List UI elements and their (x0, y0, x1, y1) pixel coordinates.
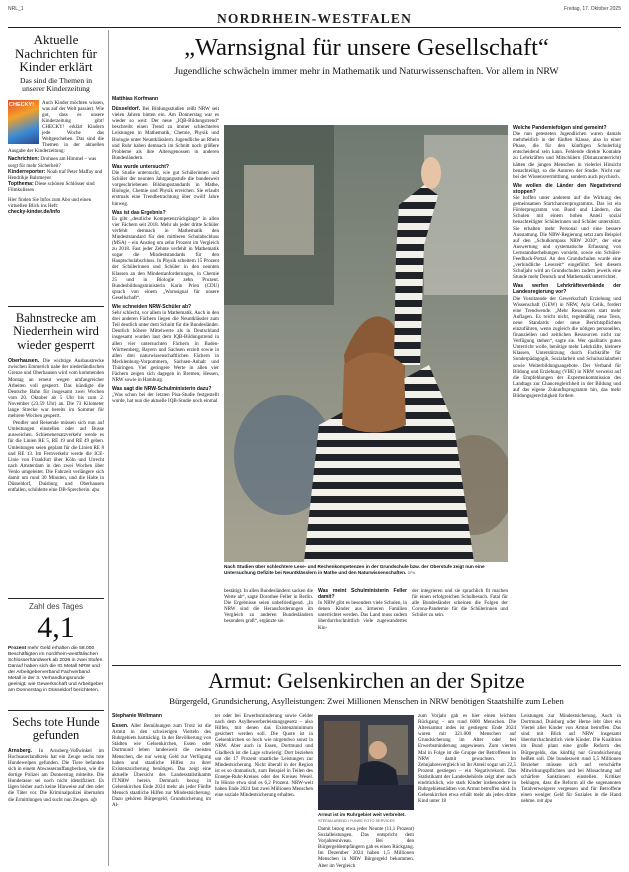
zahl-label: Zahl des Tages (28, 602, 84, 611)
kids-intro: Auch Kinder möchten wissen, was auf der Welt passiert. Wie gut, dass es unsere Kinderzeitung gibt! CHECKY! erklärt Kindern jede Woche das Weltgeschehen. Das sind die Themen in der aktuellen Ausgabe der Kinderzeitung: (8, 99, 104, 155)
poverty-caption: Armut ist im Ruhrgebiet weit verbreitet. STEFAN AREND / FUNKE FOTO SERVICES (318, 812, 406, 823)
kids-subtitle: Das sind die Themen in unserer Kinderzeitung (20, 75, 92, 94)
rail-title: Bahnstrecke am Niederrhein wird wieder gesperrt (13, 311, 99, 352)
classroom-photo (224, 125, 508, 562)
zahl-text: Prozent mehr Geld erhalten die 58.000 Beschäftigten im nordrhein-westfälischen Schlosserhandwerk ab 2026 in zwei Stufen. Darauf haben sich die IG Metall NRW und der Arbeitgeberverband Fachverband Metall in der 3. Verhandlungsrunde geeinigt, wie Gewerkschaft und Arbeitgeber am Donnerstag in Düsseldorf berichteten. (8, 646, 104, 693)
sidebar-divider (108, 30, 109, 866)
rail-body: Oberhausen. Die wichtige Ausbaustrecke zwischen Emmerich nahe der niederländischen Grenze und Oberhausen wird vom kommenden Montag an erneut wegen umfangreicher Arbeiten voll gesperrt. Das kündigte die Deutsche Bahn für insgesamt zwei Wochen vom 20. Oktober ab 5 Uhr bis zum 2. November (23.59 Uhr) an. Die 73 Kilometer lange Strecke war bereits im Sommer für mehrere Wochen gesperrt. Pendler und Reisende müssen sich nun auf Umleitungen einstellen oder auf Busse ausweichen. Schienenersatzverkehr werde es für die Linien RE 5, RE 19 und RE 49 geben. Umleitungen seien geplant für die Linien RE 8 und RE 13. Im Fernverkehr werde die ICE-Linie von Frankfurt über Köln und Utrecht nach Amsterdam in den zwei Wochen über Venlo umgeleitet. Die Fahrzeit verlängere sich damit um rund 30 Minuten, und die Halte in Düsseldorf, Duisburg und Oberhausen entfallen, schilderte eine DB-Sprecherin. dpa (8, 358, 104, 494)
checky-logo: CHECKY! (9, 101, 35, 108)
kids-items (8, 156, 104, 215)
header-rule (8, 27, 621, 28)
main-headline: „Warnsignal für unsere Gesellschaft“ (184, 34, 549, 61)
second-col-1: Stephanie Weltmann Essen. Aller Bemühungen zum Trotz ist die Armut in den schwierigen Vierteln des Ruhrgebiets hartnäckig. In der Bevölkerung von Städten wie Gelsenkirchen, Essen oder Dortmund leben landesweit die meisten Menschen, die nur wenig Geld zur Verfügung haben und staatliche Hilfen zu ihrer Existenzsicherung benötigen. Das zeigt eine aktuelle Übersicht des Landesstatistikamts IT.NRW herein. Demnach bezog in Gelsenkirchen Ende 2024 mehr als jeder Fünfte Mensch staatliche Hilfen zur Mindestsicherung. Dazu gehören Bürgergeld, Grundsicherung im Al- (112, 713, 211, 809)
main-subhead: Jugendliche schwächeln immer mehr in Mathematik und Naturwissenschaften. Vor allem in NRW (174, 66, 559, 77)
page-date: Freitag, 17. Oktober 2025 (564, 6, 621, 12)
poverty-illustration (318, 715, 414, 810)
kids-item: Topthema: Diese schönen Schlösser sind Filmkulissen (8, 180, 95, 193)
sidebar-rule (8, 306, 104, 307)
classroom-illustration (224, 125, 508, 562)
main-col-3: bestätigt. In allen Bundesländern sacken die Werte ab“, sagte Dorothee Feller in Berlin. Die Ergebnisse seien unbefriedigend. „In NRW sind die Herausforderungen im Vergleich zu anderen Bundesländern besonders groß“, ergänzte sie. (224, 588, 313, 625)
second-subhead: Bürgergeld, Grundsicherung, Asylleistungen: Zwei Millionen Menschen in NRW benötigen Staatshilfe zum Leben (169, 696, 564, 706)
kids-item: Kinderreporter: Noah traf Peter Maffay und Hendrikje Balsmeyer (8, 168, 103, 181)
main-col-1: Matthias Korfmann Düsseldorf. Bei Bildungsstudien reißt NRW seit vielen Jahren hinten ein. Am Donnerstag war es wieder so weit: Der neue „IQB-Bildungstrend“ beschreibt einen Trend zu immer schlechteren Leistungen in Mathematik, Chemie, Physik und Biologie unter Neuntklässlern. Jugendliche an Rhein und Ruhr haben demnach im Schnitt noch größere Probleme als ihre Altersgenossen in anderen Bundesländern. Was wurde untersucht? Die Studie untersucht, wie gut Schülerinnen und Schüler der neunten Jahrgangsstufe die bundesweit vorgeschriebenen Bildungsstandards in Mathe, Biologie, Chemie und Physik erreichen. Sie erlaubt erstmals eine Trendbetrachtung über zwölf Jahre hinweg. Was ist das Ergebnis? Es gibt „deutliche Kompetenzrückgänge“ in allen vier Fächern seit 2018. Mehr als jeder dritte Schüler verfehlt demnach in Mathematik den Mindeststandard für den mittleren Schulabschluss (MSA) – ein Anstieg um zehn Prozent im Vergleich zu 2018. Fast jeder Zehnte verfehlt in Mathematik sogar die Mindeststandards für den Hauptschulabschluss. In Physik scheitern 15 Prozent der Schülerinnen und Schüler in den neunten Klassen an den Mindestanforderungen, in Chemie 25 und in Biologie zehn Prozent. Bundesbildungsministerin Karin Prien (CDU) sprach von einem „Warnsignal für unsere Gesellschaft“. Wie schneiden NRW-Schüler ab? Sehr schlecht, vor allem in Mathematik. Auch in den drei anderen Fächern liegen die Neuntklässler zum Teil deutlich unter dem Schnitt für die Bundesländer. Deutlich höhere Mittelwerte als in Deutschland insgesamt wurden laut dem IQB-Bildungstrend in allen vier untersuchten Fächern in Baden-Württemberg, Bayern und Sachsen erzielt sowie in allen drei naturwissenschaftlichen Fächern in Mecklenburg-Vorpommern, Sachsen-Anhalt und Thüringen. Viel geringere Werte in allen vier Fächern zeigen sich dagegen in Bremen, Hessen, NRW sowie in Hamburg. Was sagt die NRW-Schulministerin dazu? „Was schon bei der letzten Pisa-Studie festgestellt wurde, hat nun die aktuelle IQB-Studie noch einmal (112, 96, 219, 405)
question: Wie wollen die Länder den Negativtrend stoppen? (513, 182, 621, 195)
main-author: Matthias Korfmann (112, 96, 159, 102)
photo-caption: Nach Studien über schlechtere Lese- und Rechenkompetenzen in der Grundschule bzw. der Oberstufe zeigt nun eine Untersuchung Defizite bei Neuntklässlern in Mathe und den Naturwissenschaften. DPA (224, 564, 485, 575)
story-divider (112, 665, 621, 666)
question: Was ist das Ergebnis? (112, 209, 166, 216)
question: Welche Pandemiefolgen sind gemeint? (513, 125, 607, 131)
poverty-photo (318, 715, 414, 810)
question: Was werfen Lehrkräfteverbände der Landesregierung vor? (513, 283, 621, 296)
zahl-des-tages (8, 602, 104, 694)
main-col-6: Welche Pandemiefolgen sind gemeint? Die nun getesteten Jugendlichen waren damals mehrheitlich in der fünften Klasse, also in einer Phase, die für den künftigen Schulerfolg entscheidend sein kann. Fehlende direkte Kontakte zu Lehrkräften und Mitschülern (Distanzunterricht) hätten die jungen Menschen in vielerlei Hinsicht benachteiligt, so die Autoren der Studie. Nicht nur bei der Wissensvermittlung, sondern auch psychisch. Wie wollen die Länder den Negativtrend stoppen? Sie hoffen unter anderem auf die Wirkung des gemeinsamen Startchancenprogramms. Das ist ein Förderprogramm von Bund und Ländern, das Schulen mit einem hohen Anteil sozial benachteiligter Schülerinnen und Schüler unterstützt. Sie erhalten mehr Personal und eine bessere Ausstattung. Die NRW-Regierung setzt zum Beispiel auf den „Schulkompass NRW 2030“, der eine Auswertung und systematische Erfassung von Lernstandserhebungen vorsieht, sowie ein Schüler-Feedback-Portal. An den Grundschulen wurde eine „verbindliche Lesezeit“ eingeführt. Seit diesem Schuljahr wird an Grundschulen zudem jeweils eine Stunde mehr Deutsch und Mathematik unterrichtet. Was werfen Lehrkräfteverbände der Landesregierung vor? Die Vorsitzende der Gewerkschaft Erziehung und Wissenschaft (GEW) in NRW, Ayla Celik, fordert eine Trendwende. „Mehr Ressourcen statt mehr Auflagen. Es reicht nicht, regelmäßig neue Tests, neue Standards oder neue Berichtspflichten einzuführen, wenn zugleich die nötigen personellen, finanziellen und zeitlichen Ressourcen nicht zur Verfügung stehen“, sagte sie. Wer qualitativ guten Unterricht wolle, benötige mehr Lehrkräfte, kleinere Klassen, Unterstützung durch Fachkräfte für Sonderpädagogik, Sozialarbeit und Schulsozialarbeit sowie Weiterbildungsangebote. Der Verband für Bildung und Erziehung (VBE) in NRW verweist auf die Empfehlungen der Expertenkommission des Landtags zur Chancengleichheit in der Bildung und auf das eigene Zukunftsprogramm hin, das mehr Bildungsgerechtigkeit fordere. (513, 125, 621, 400)
second-headline: Armut: Gelsenkirchen an der Spitze (208, 668, 525, 693)
question: Was sagt die NRW-Schulministerin dazu? (112, 386, 212, 393)
second-col-3: Damit bezog etwa jeder Neunte (11,1 Prozent) Sozialleistungen. Das entspricht dem Vorjahresniveau. Bei den Bürgergeldempfängern gab es einen Rückgang. Im Dezember 2024 haben 1,5 Millionen Menschen in NRW Bürgergeld bekommen. Aber im Vergleich (318, 826, 414, 868)
sidebar-rule (8, 710, 104, 711)
page-code: NRL_1 (8, 6, 24, 12)
question: Was wurde untersucht? (112, 163, 170, 170)
kids-link[interactable]: checky-kinder.de/info (8, 209, 61, 216)
kids-outro: Hier finden Sie Infos zum Abo und einen virtuellen Blick ins Heft: (8, 197, 92, 210)
second-col-4: zum Vorjahr gab es hier einen leichten Rückgang – um rund 6000 Menschen. Die Altersarmut indes ist gestiegen: Ende 2024 waren mit 321.000 Menschen auf Grundsicherung im Alter oder bei Erwerbsminderung angewiesen. Zum vierten Mal in Folge ist die Gruppe der Betroffenen in NRW damit gewachsen. Im Zehnjahresvergleich ist ihr Anteil sogar um 22,5 Prozent gestiegen – ein Negativrekord. Das Statistikamt der Landesbehörde zeigt aber auch eindrücklich, wie stark Kinder insbesondere in Ruhrgebietsstädten von Armut betroffen sind. In Gelsenkirchen etwa erhält mehr als jedes dritte Kind unter 18 (418, 713, 516, 805)
kids-box (8, 33, 104, 215)
dogs-title: Sechs tote Hunde gefunden (12, 715, 100, 743)
checky-cover-thumbnail (8, 100, 39, 144)
dogs-body: Arnsberg. In Arnsberg-Voßwinkel im Hochsauerlandkreis hat ein Zeuge sechs tote Hundewelpen gefunden. Die Tiere befanden sich in einem Abwasserauffangbecken, wie die dortige Polizei am Donnerstag mitteilte. Die Hunderasse sei noch nicht identifiziert. Es lägen bisher auch keine Hinweise auf den oder die Täter vor. Die Kriminalpolizei übernahm die Ermittlungen und sucht nun Zeugen. afp (8, 747, 104, 803)
question: Wie schneiden NRW-Schüler ab? (112, 304, 192, 310)
second-author: Stephanie Weltmann (112, 713, 163, 719)
main-col-4: Was meint Schulministerin Feller damit? In NRW gibt es besonders viele Schulen, in denen Kinder aus ärmeren Familien unterrichtet werden. Das Land muss zudem überdurchschnittlich viele zugewandertes Kin- (318, 588, 407, 631)
question: Was meint Schulministerin Feller damit? (318, 588, 407, 601)
dogs-article (8, 716, 104, 804)
main-col-5: der integrieren und sie sprachlich fit machen für einen erfolgreichen Schulbesuch. Fatal für alle Bundesländer scheinen die Folgen der Corona-Pandemie für die Schülerinnen und Schüler zu sein. (412, 588, 508, 619)
second-col-2: ter oder bei Erwerbsminderung sowie Gelder nach dem Asylbewerberleistungsgesetz – also Hilfen, mit denen das Existenzminimum gesichert werden soll. Die Quote ist in Gelsenkirchen so hoch wie nirgendwo sonst in NRW. Aber auch in Essen, Dortmund und Gladbeck ist die Lage schwierig: Dort beziehen um die 17 Prozent staatliche Leistungen zur Mindestsicherung. Nicht überall in der Region ist es so dramatisch, zum Beispiel in Teilen des Ennepe-Ruhr-Kreises oder des Kreises Wesel. In Hünxe etwa sind es 6,2 Prozent. NRW-weit haben Ende 2024 fast zwei Millionen Menschen eine soziale Mindestsicherung erhalten. (215, 713, 313, 799)
section-title: NORDRHEIN-WESTFALEN (216, 11, 413, 26)
zahl-number: 4,1 (37, 611, 75, 644)
kids-title: Aktuelle Nachrichten für Kinder erklärt (15, 32, 97, 75)
kids-item: Nachrichten: Drohnen am Himmel – was sorgt für mehr Sicherheit? (8, 156, 97, 169)
second-col-5: Leistungen zur Mindestsicherung. Auch in Dortmund, Duisburg oder Herne lebt über ein Viertel aller Kinder von Armut betroffen. Das sind mit Blick auf NRW insgesamt überdurchschnittlich viele Kinder. Die Koalition im Bund plant eine große Reform des Bürgergelds, das künftig nur Grundsicherung heißen soll. Die bundesweit rund 5,5 Millionen Bezieher müssen sich auf verschärfte Mitwirkungspflichten und bei Missachtung auf schärfere Sanktionen einstellen. Kritiker beklagen, dass die Reform all die sogenannten Totalverweigerer vergessen und für Betroffene einen weniger Geld für Soziales in die Hand nehme. mit dpa (521, 713, 621, 805)
rail-article (8, 312, 104, 494)
sidebar-rule (8, 598, 104, 599)
